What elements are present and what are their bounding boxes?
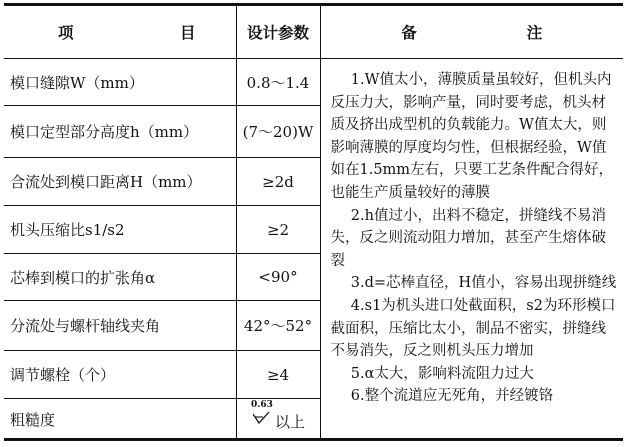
- note-1: 1.W值太小，薄膜质量虽较好，但机头内反压力大，影响产量，同时要考虑，机头材质及挤出成型机的负载能力。W值太大，则影响薄膜的厚度均匀性，但根据经验，W值如在1.5mm左右，只要工艺条件配合得好，也能生产质量较好的薄膜: [330, 72, 614, 201]
- header-param: 设计参数: [236, 6, 320, 59]
- item-cell: 机头压缩比s1/s2: [4, 206, 236, 254]
- param-cell: 0.8～1.4: [236, 59, 320, 106]
- header-note: 备 注: [320, 6, 623, 59]
- param-cell: ≥2d: [236, 158, 320, 206]
- table-header-row: [4, 6, 623, 59]
- roughness-value: 0.63 以上: [250, 400, 305, 432]
- item-cell: 模口缝隙W（mm）: [4, 59, 236, 106]
- design-parameter-table: [4, 3, 623, 441]
- note-5: 5.α太大，影响料流阻力过大: [350, 365, 534, 382]
- table-row: [4, 59, 623, 106]
- roughness-symbol-icon: 0.63: [251, 407, 273, 427]
- notes-cell: [320, 59, 623, 441]
- item-cell: 粗糙度: [4, 399, 236, 441]
- item-cell: 调节螺栓（个）: [4, 351, 236, 399]
- param-cell: <90°: [236, 254, 320, 301]
- note-3: 3.d=芯棒直径，H值小，容易出现拼缝线: [350, 275, 617, 292]
- param-cell: ≥4: [236, 351, 320, 399]
- param-cell: [236, 399, 320, 441]
- item-cell: 合流处到模口距离H（mm）: [4, 158, 236, 206]
- note-2: 2.h值过小，出料不稳定，拼缝线不易消失，反之则流动阻力增加，甚至产生熔体破裂: [330, 207, 606, 269]
- param-cell: (7～20)W: [236, 106, 320, 158]
- param-cell: ≥2: [236, 206, 320, 254]
- item-cell: 模口定型部分高度h（mm）: [4, 106, 236, 158]
- note-4: 4.s1为机头进口处截面积，s2为环形模口截面积，压缩比太小，制品不密实，拼缝线不易消失，反之则机头压力增加: [330, 297, 616, 360]
- param-cell: 42°～52°: [236, 301, 320, 351]
- header-item: 项 目: [4, 6, 236, 59]
- item-cell: 芯棒到模口的扩张角α: [4, 254, 236, 301]
- item-cell: 分流处与螺杆轴线夹角: [4, 301, 236, 351]
- note-6: 6.整个流道应无死角，并经镀铬: [350, 388, 554, 405]
